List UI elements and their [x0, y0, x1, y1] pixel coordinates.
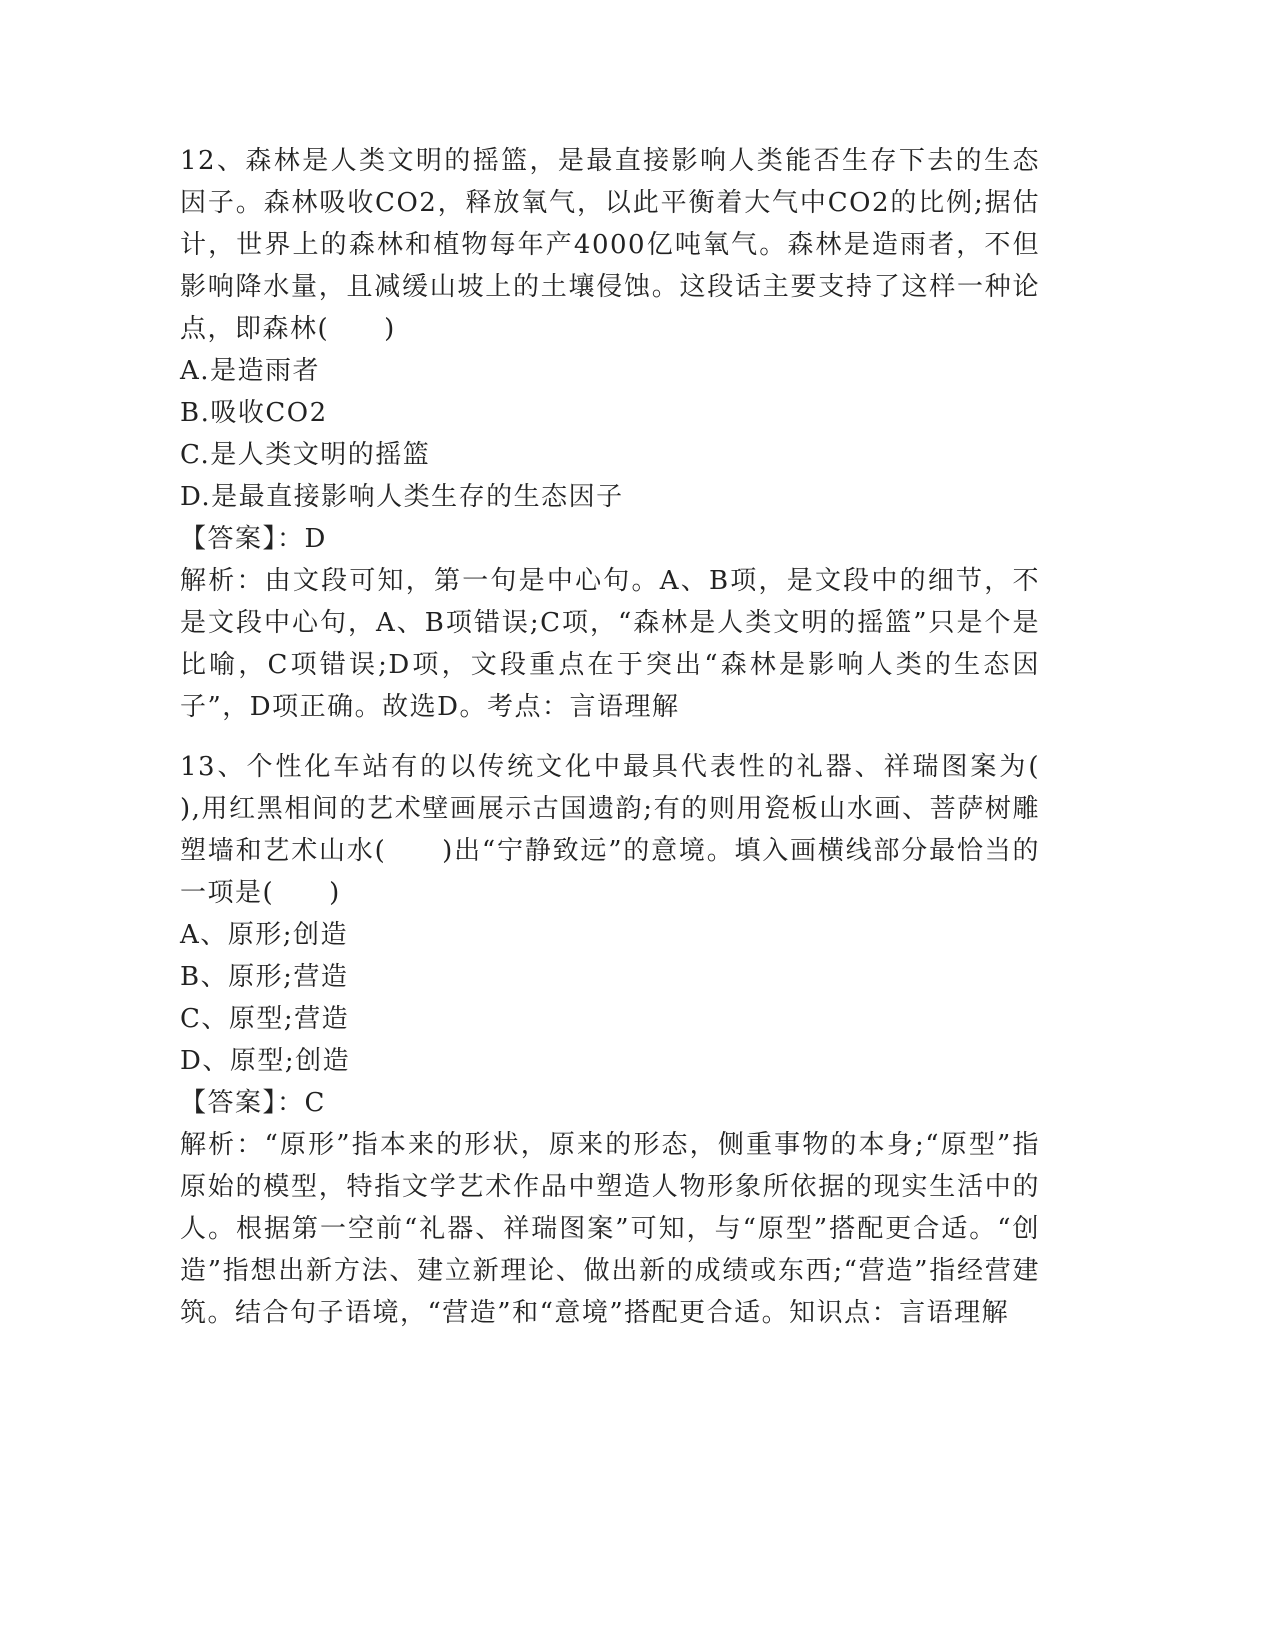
question-stem: 13、个性化车站有的以传统文化中最具代表性的礼器、祥瑞图案为( ),用红黑相间的艺术壁画展示古国遗韵;有的则用瓷板山水画、菩萨树雕塑墙和艺术山水( )出“宁静致远”的意境。填入画横线部分最恰当的一项是( ) [180, 752, 1096, 908]
question-13 [180, 746, 1096, 1334]
document-page [180, 140, 1096, 1334]
option-c: C、原型;营造 [180, 1004, 350, 1034]
question-12 [180, 140, 1040, 728]
option-d: D.是最直接影响人类生存的生态因子 [180, 482, 624, 512]
option-b: B.吸收CO2 [180, 398, 328, 428]
question-stem: 12、森林是人类文明的摇篮，是最直接影响人类能否生存下去的生态因子。森林吸收CO2，释放氧气，以此平衡着大气中CO2的比例;据估计，世界上的森林和植物每年产4000亿吨氧气。森林是造雨者，不但影响降水量，且减缓山坡上的土壤侵蚀。这段话主要支持了这样一种论点，即森林( ) [180, 146, 1040, 344]
analysis-text: 解析：“原形”指本来的形状，原来的形态，侧重事物的本身;“原型”指原始的模型，特指文学艺术作品中塑造人物形象所依据的现实生活中的人。根据第一空前“礼器、祥瑞图案”可知，与“原型”搭配更合适。“创造”指想出新方法、建立新理论、做出新的成绩或东西;“营造”指经营建筑。结合句子语境，“营造”和“意境”搭配更合适。知识点：言语理解 [180, 1130, 1040, 1328]
option-c: C.是人类文明的摇篮 [180, 440, 431, 470]
answer-line: 【答案】：D [180, 524, 327, 554]
option-b: B、原形;营造 [180, 962, 349, 992]
answer-line: 【答案】：C [180, 1088, 326, 1118]
option-d: D、原型;创造 [180, 1046, 351, 1076]
option-a: A、原形;创造 [180, 920, 349, 950]
analysis-text: 解析：由文段可知，第一句是中心句。A、B项，是文段中的细节，不是文段中心句，A、B项错误;C项，“森林是人类文明的摇篮”只是个是比喻，C项错误;D项，文段重点在于突出“森林是影响人类的生态因子”，D项正确。故选D。考点：言语理解 [180, 566, 1040, 722]
option-a: A.是造雨者 [180, 356, 321, 386]
